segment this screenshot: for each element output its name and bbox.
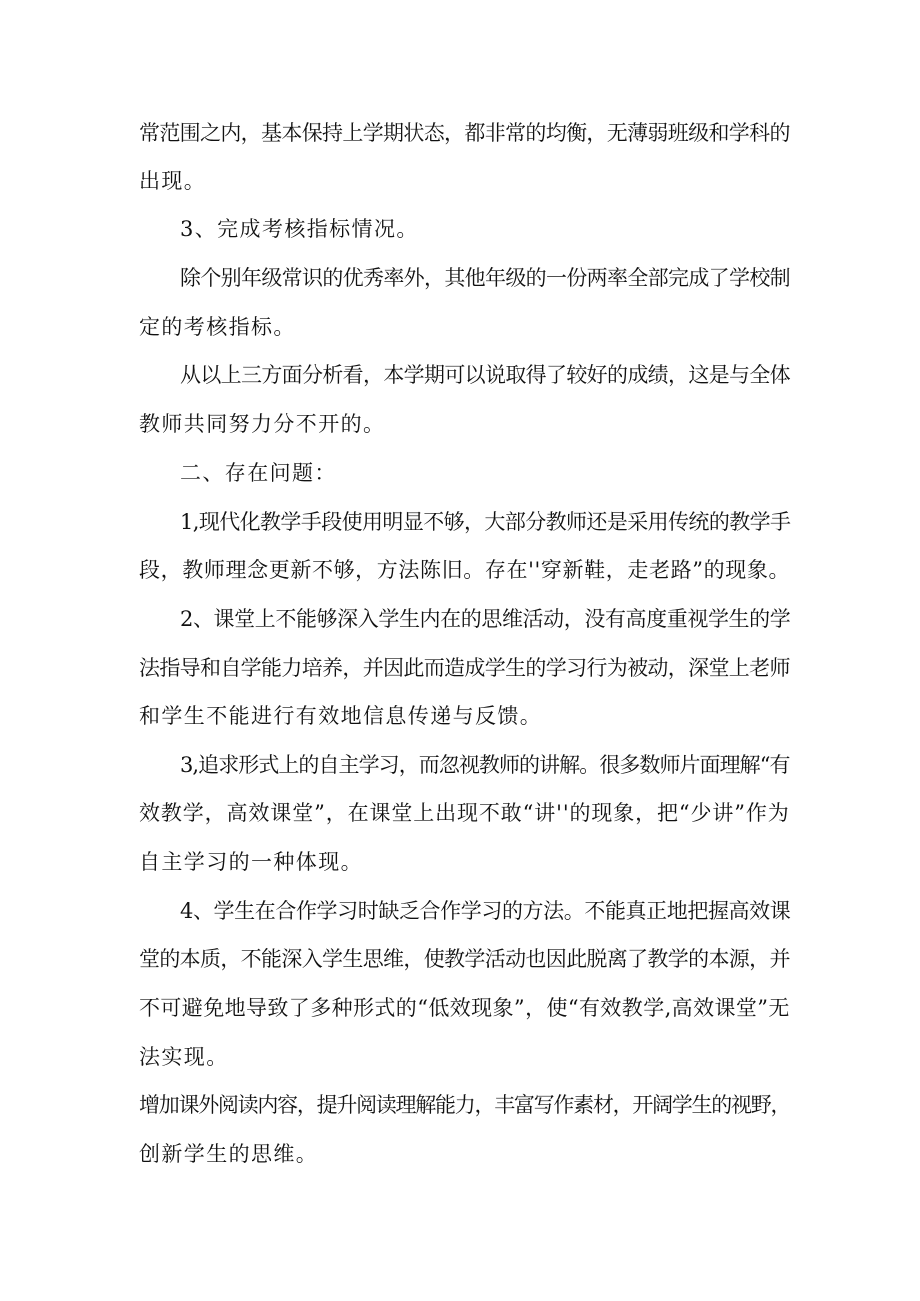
text-line-5: 定的考核指标。 [139, 315, 296, 339]
text-line-11: 2、课堂上不能够深入学生内在的思维活动，没有高度重视学生的学 [180, 607, 791, 631]
text-line-15: 效教学，高效课堂”，在课堂上出现不敢“讲''的现象，把“少讲”作为 [139, 801, 790, 825]
text-line-18: 堂的本质，不能深入学生思维，使教学活动也因此脱离了教学的本源，并 [139, 947, 790, 971]
text-line-8: 二、存在问题： [180, 461, 337, 485]
text-line-10: 段，教师理念更新不够，方法陈旧。存在''穿新鞋，走老路”的现象。 [139, 558, 791, 582]
text-line-1: 常范围之内，基本保持上学期状态，都非常的均衡，无薄弱班级和学科的 [139, 121, 790, 145]
text-line-16: 自主学习的一种体现。 [139, 850, 363, 874]
text-line-4: 除个别年级常识的优秀率外，其他年级的一份两率全部完成了学校制 [180, 266, 790, 290]
text-line-9: 1,现代化教学手段使用明显不够，大部分教师还是采用传统的教学手 [180, 510, 791, 534]
text-line-21: 增加课外阅读内容，提升阅读理解能力，丰富写作素材，开阔学生的视野， [139, 1093, 791, 1117]
text-line-17: 4、学生在合作学习时缺乏合作学习的方法。不能真正地把握高效课 [180, 899, 791, 923]
text-line-3: 3、完成考核指标情况。 [180, 217, 419, 241]
text-line-20: 法实现。 [139, 1045, 229, 1069]
text-line-12: 法指导和自学能力培养，并因此而造成学生的学习行为被动，深堂上老师 [139, 656, 790, 680]
text-line-6: 从以上三方面分析看，本学期可以说取得了较好的成绩，这是与全体 [180, 363, 790, 387]
text-line-13: 和学生不能进行有效地信息传递与反馈。 [139, 704, 543, 728]
text-line-19: 不可避免地导致了多种形式的“低效现象”，使“有效教学,高效课堂”无 [139, 996, 790, 1020]
text-line-7: 教师共同努力分不开的。 [139, 412, 386, 436]
text-line-22: 创新学生的思维。 [139, 1142, 319, 1166]
text-line-2: 出现。 [139, 169, 207, 193]
text-line-14: 3,追求形式上的自主学习，而忽视教师的讲解。很多数师片面理解“有 [180, 753, 790, 777]
